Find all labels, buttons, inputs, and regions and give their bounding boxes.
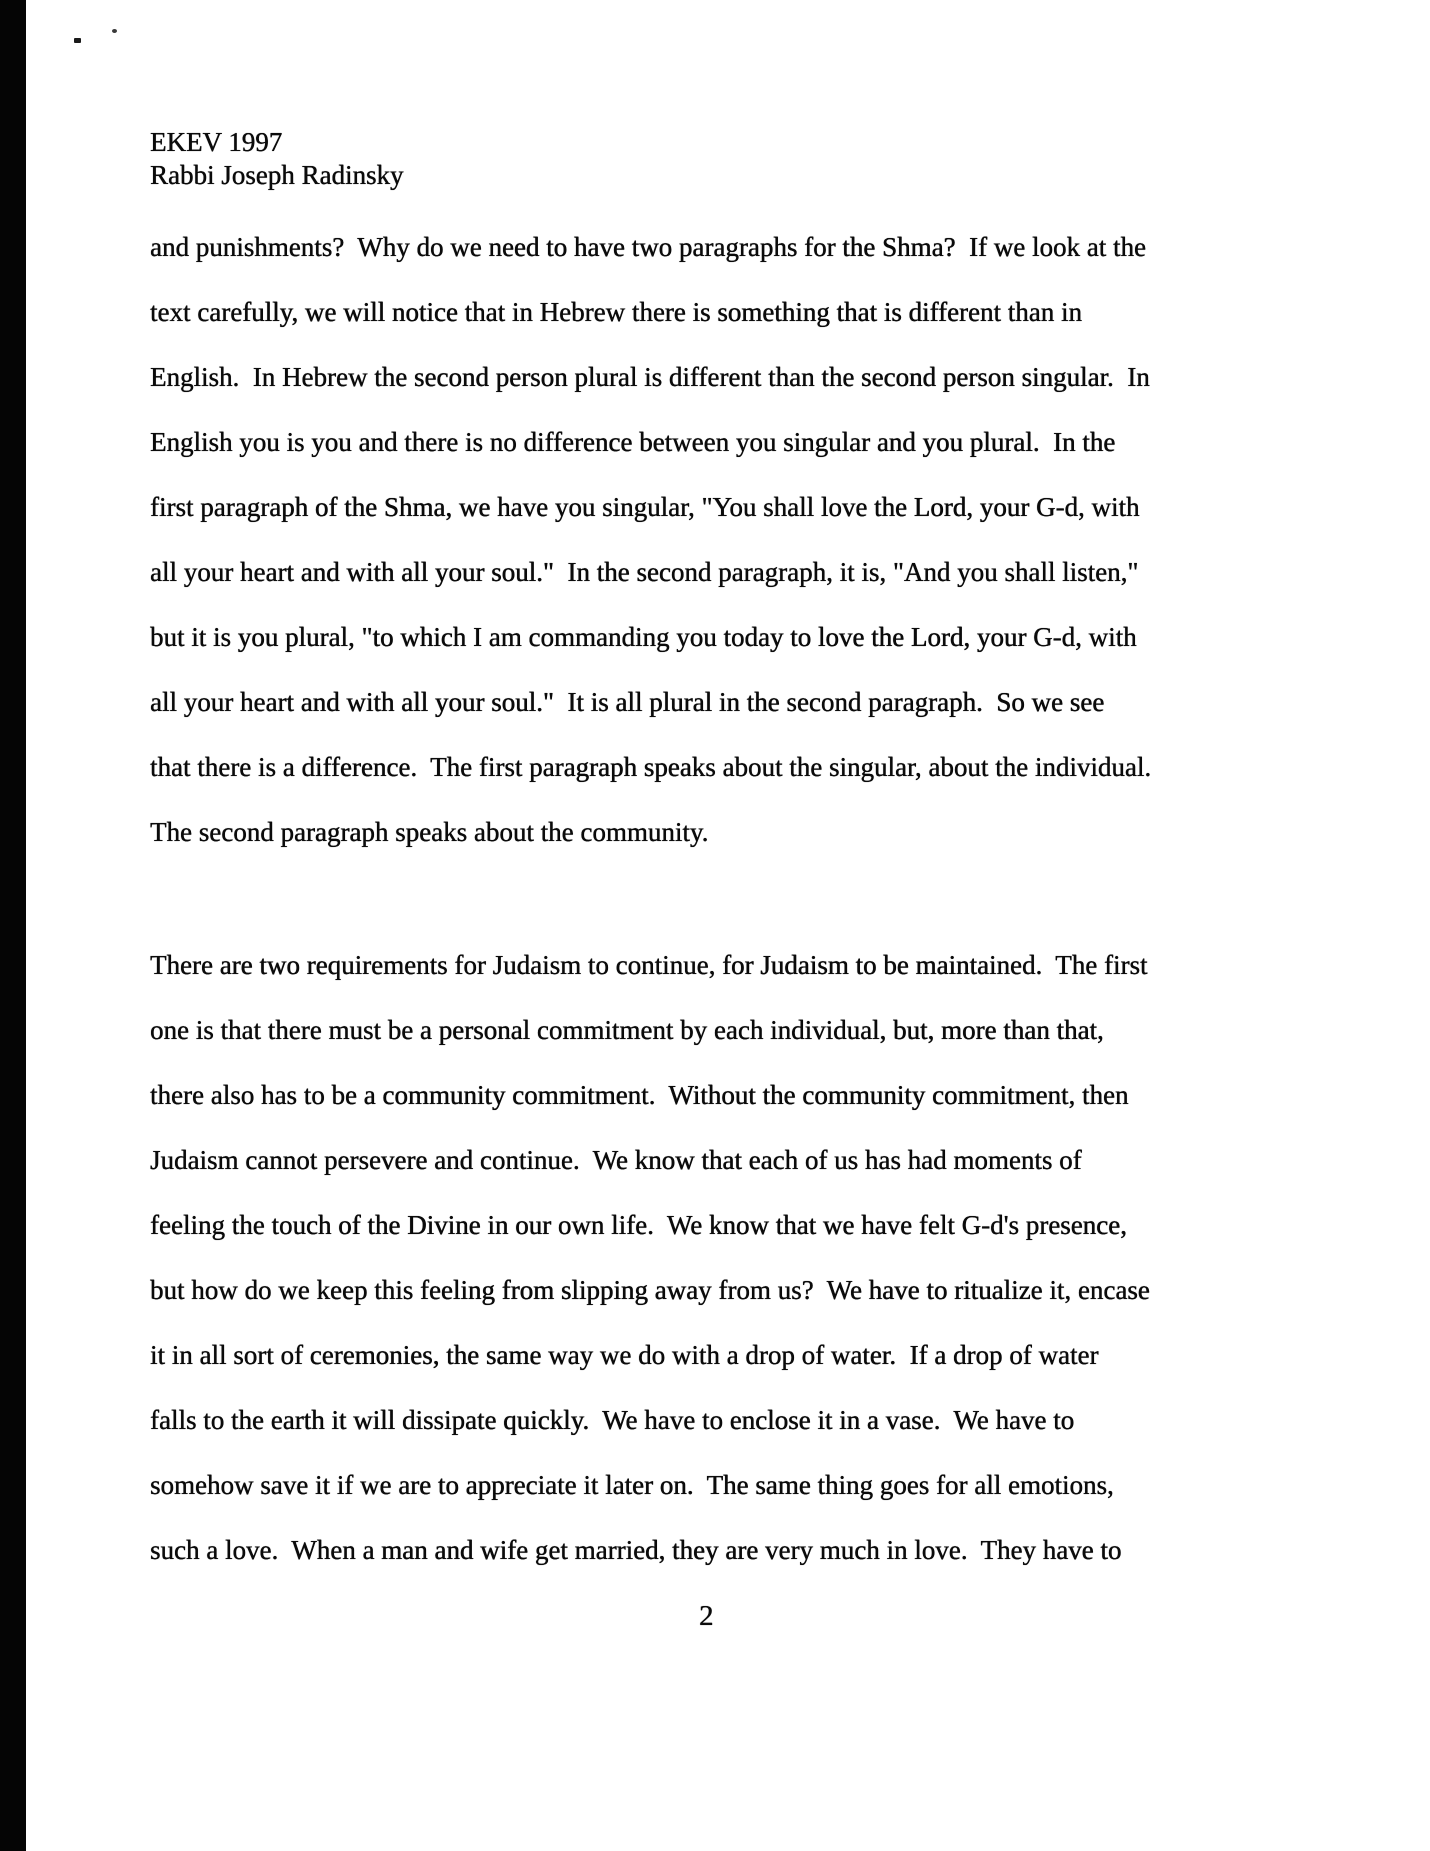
text-line: there also has to be a community commitment. Without the community commitment, then xyxy=(150,1080,1129,1110)
text-line: somehow save it if we are to appreciate it later on. The same thing goes for all emotions, xyxy=(150,1470,1114,1500)
text-line: and punishments? Why do we need to have two paragraphs for the Shma? If we look at the xyxy=(150,232,1146,262)
document-author: Rabbi Joseph Radinsky xyxy=(150,160,404,190)
scan-speck xyxy=(112,29,117,33)
text-line: such a love. When a man and wife get married, they are very much in love. They have to xyxy=(150,1535,1122,1565)
text-line: one is that there must be a personal commitment by each individual, but, more than that, xyxy=(150,1015,1104,1045)
text-line: text carefully, we will notice that in Hebrew there is something that is different than in xyxy=(150,297,1082,327)
paragraph-2 xyxy=(150,933,1360,1583)
text-line: English. In Hebrew the second person plural is different than the second person singular. In xyxy=(150,362,1150,392)
text-line: falls to the earth it will dissipate quickly. We have to enclose it in a vase. We have to xyxy=(150,1405,1075,1435)
scan-edge-bar xyxy=(0,0,26,1851)
document-header xyxy=(150,126,404,192)
text-line: Judaism cannot persevere and continue. We know that each of us has had moments of xyxy=(150,1145,1082,1175)
text-line: all your heart and with all your soul." In the second paragraph, it is, "And you shall listen," xyxy=(150,557,1139,587)
text-line: English you is you and there is no difference between you singular and you plural. In the xyxy=(150,427,1116,457)
text-line: that there is a difference. The first paragraph speaks about the singular, about the individual. xyxy=(150,752,1152,782)
text-line: first paragraph of the Shma, we have you singular, "You shall love the Lord, your G-d, with xyxy=(150,492,1140,522)
text-line: but it is you plural, "to which I am commanding you today to love the Lord, your G-d, with xyxy=(150,622,1137,652)
paragraph-1 xyxy=(150,215,1360,865)
scan-speck xyxy=(74,38,81,43)
page-number: 2 xyxy=(699,1600,714,1632)
text-line: The second paragraph speaks about the community. xyxy=(150,817,709,847)
text-line: all your heart and with all your soul." It is all plural in the second paragraph. So we see xyxy=(150,687,1105,717)
text-line: feeling the touch of the Divine in our own life. We know that we have felt G-d's presence, xyxy=(150,1210,1127,1240)
text-line: it in all sort of ceremonies, the same way we do with a drop of water. If a drop of water xyxy=(150,1340,1099,1370)
document-title: EKEV 1997 xyxy=(150,127,283,157)
text-line: but how do we keep this feeling from slipping away from us? We have to ritualize it, encase xyxy=(150,1275,1150,1305)
text-line: There are two requirements for Judaism to continue, for Judaism to be maintained. The first xyxy=(150,950,1148,980)
